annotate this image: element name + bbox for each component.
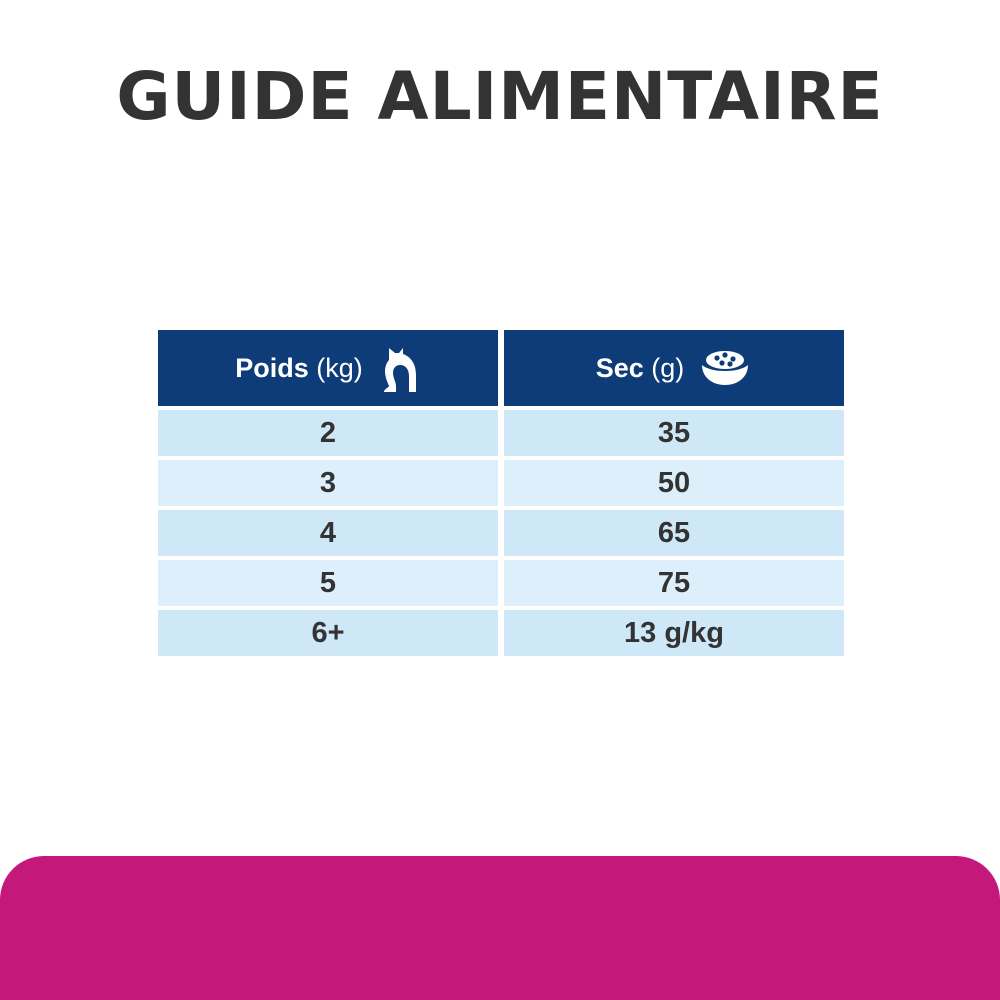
cell-weight: 5	[158, 560, 498, 606]
footer-band	[0, 856, 1000, 1000]
table-header-row	[158, 330, 844, 406]
feeding-guide-table	[158, 330, 844, 660]
cell-dry: 50	[504, 460, 844, 506]
cell-dry: 35	[504, 410, 844, 456]
cell-dry: 13 g/kg	[504, 610, 844, 656]
table-header-dry-label	[596, 353, 685, 384]
cell-dry: 65	[504, 510, 844, 556]
table-header-weight-label	[235, 353, 363, 384]
table-row	[158, 560, 844, 606]
cell-weight: 6+	[158, 610, 498, 656]
table-row	[158, 510, 844, 556]
header-weight-unit: (kg)	[316, 352, 363, 383]
cell-weight: 2	[158, 410, 498, 456]
table-row	[158, 460, 844, 506]
header-dry-text: Sec	[595, 352, 644, 383]
cell-weight: 4	[158, 510, 498, 556]
food-bowl-icon	[698, 347, 752, 389]
cat-icon	[377, 342, 421, 394]
header-dry-unit: (g)	[651, 352, 685, 383]
cell-weight: 3	[158, 460, 498, 506]
page-title: GUIDE ALIMENTAIRE	[116, 58, 884, 135]
cell-dry: 75	[504, 560, 844, 606]
table-row	[158, 410, 844, 456]
table-header-dry	[504, 330, 844, 406]
table-header-weight	[158, 330, 498, 406]
header-weight-text: Poids	[235, 352, 309, 383]
table-row	[158, 610, 844, 656]
